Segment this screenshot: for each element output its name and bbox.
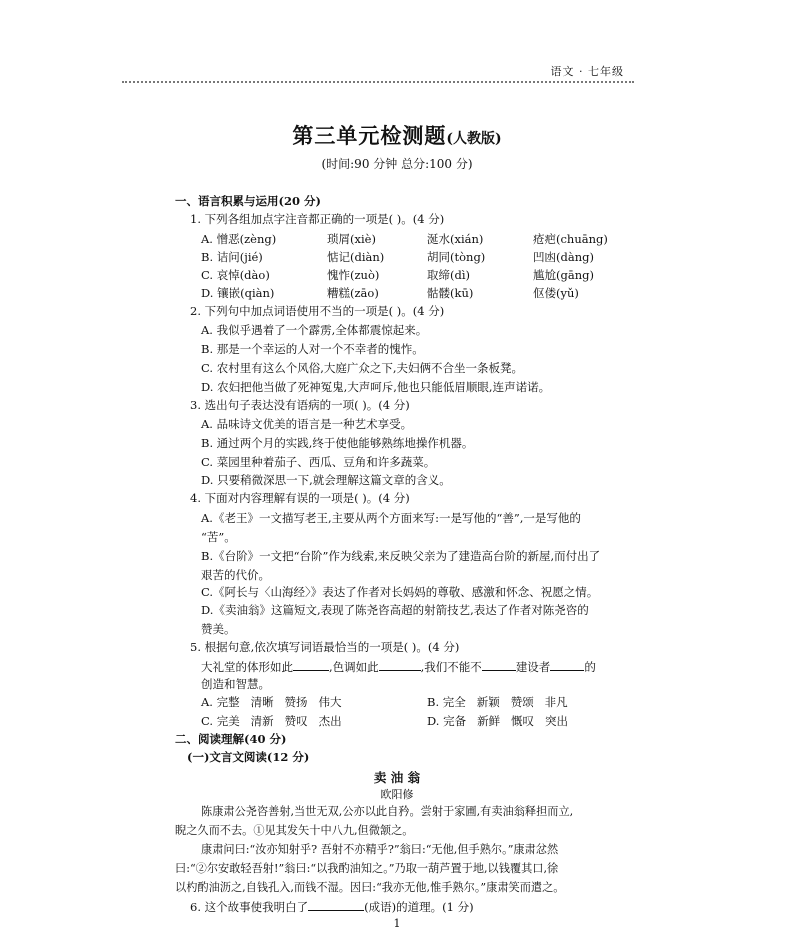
option-cell: 尴尬(gāng) — [533, 268, 594, 282]
question-6 — [190, 898, 474, 915]
sentence-part: ,色调如此 — [329, 660, 379, 674]
option-line: 赞美。 — [201, 622, 236, 636]
header-subject: 语文 · 七年级 — [550, 65, 624, 78]
subsection-heading: (一)文言文阅读(12 分) — [187, 750, 310, 764]
question-1-stem: 1. 下列各组加点字注音都正确的一项是( )。(4 分) — [190, 212, 445, 226]
option-line: D. 完备 新鲜 慨叹 突出 — [427, 714, 569, 728]
option-line: D.《卖油翁》这篇短文,表现了陈尧咨高超的射箭技艺,表达了作者对陈尧咨的 — [201, 603, 589, 617]
option-cell: 骷髅(kū) — [427, 286, 474, 300]
option-line: C.《阿长与〈山海经〉》表达了作者对长妈妈的尊敬、感激和怀念、祝愿之情。 — [201, 585, 599, 599]
question-6-pre: 6. 这个故事使我明白了 — [190, 900, 309, 914]
question-2-stem: 2. 下列句中加点词语使用不当的一项是( )。(4 分) — [190, 304, 445, 318]
option-cell: 惦记(diàn) — [327, 250, 385, 264]
option-cell: 愧怍(zuò) — [327, 268, 380, 282]
blank-field[interactable] — [293, 658, 329, 671]
fill-in-sentence — [201, 658, 596, 675]
passage-line: 以杓酌油沥之,自钱孔入,而钱不湿。因曰:“我亦无他,惟手熟尔。”康肃笑而遣之。 — [175, 881, 565, 894]
question-5-stem: 5. 根据句意,依次填写词语最恰当的一项是( )。(4 分) — [190, 640, 460, 654]
passage-line: 曰:“②尔安敢轻吾射!”翁曰:“以我酌油知之。”乃取一葫芦置于地,以钱覆其口,徐 — [175, 862, 559, 875]
option-line: A.《老王》一文描写老王,主要从两个方面来写:一是写他的“善”,一是写他的 — [201, 511, 581, 525]
blank-field[interactable] — [550, 658, 584, 671]
option-line: C. 菜园里种着茄子、西瓜、豆角和许多蔬菜。 — [201, 455, 436, 469]
blank-field[interactable] — [379, 658, 421, 671]
section-heading: 一、语言积累与运用(20 分) — [175, 194, 321, 208]
sentence-continuation: 创造和智慧。 — [201, 677, 270, 691]
question-6-post: (成语)的道理。(1 分) — [364, 900, 474, 914]
passage-line: 睨之久而不去。①见其发矢十中八九,但微颔之。 — [175, 824, 414, 837]
option-line: B.《台阶》一文把“台阶”作为线索,来反映父亲为了建造高台阶的新屋,而付出了 — [201, 549, 601, 563]
sentence-part: 建设者 — [515, 660, 551, 674]
option-cell: 取缔(dì) — [427, 268, 471, 282]
option-cell: C. 哀悼(dào) — [201, 268, 270, 282]
option-cell: 涎水(xián) — [427, 232, 484, 246]
option-line: A. 我似乎遇着了一个霹雳,全体都震惊起来。 — [201, 323, 428, 337]
option-line: B. 那是一个幸运的人对一个不幸者的愧怍。 — [201, 342, 424, 356]
option-cell: 琐屑(xiè) — [327, 232, 376, 246]
sentence-part: 的 — [584, 660, 596, 674]
section-heading: 二、阅读理解(40 分) — [175, 732, 287, 746]
option-line: D. 只要稍微深思一下,就会理解这篇文章的含义。 — [201, 473, 451, 487]
page-number: 1 — [393, 917, 401, 930]
option-cell: 疮疤(chuāng) — [533, 232, 608, 246]
option-cell: 凹凼(dàng) — [533, 250, 594, 264]
option-line: B. 通过两个月的实践,终于使他能够熟练地操作机器。 — [201, 436, 474, 450]
sentence-part: 大礼堂的体形如此 — [201, 660, 293, 674]
title-edition: (人教版) — [446, 131, 502, 147]
option-cell: 糟糕(zāo) — [327, 286, 379, 300]
header-divider — [122, 81, 634, 83]
option-line: B. 完全 新颖 赞颂 非凡 — [427, 695, 568, 709]
blank-field[interactable] — [482, 658, 516, 671]
question-3-stem: 3. 选出句子表达没有语病的一项( )。(4 分) — [190, 398, 410, 412]
title-subtitle: (时间:90 分钟 总分:100 分) — [321, 157, 473, 171]
option-line: A. 完整 清晰 赞扬 伟大 — [201, 695, 342, 709]
option-cell: B. 诘问(jié) — [201, 250, 263, 264]
option-cell: A. 憎恶(zèng) — [201, 232, 277, 246]
title-main: 第三单元检测题 — [292, 124, 447, 148]
passage-line: 陈康肃公尧咨善射,当世无双,公亦以此自矜。尝射于家圃,有卖油翁释担而立, — [201, 805, 574, 818]
option-line: “苦”。 — [201, 530, 236, 544]
passage-title: 卖 油 翁 — [373, 770, 421, 785]
option-line: A. 品味诗文优美的语言是一种艺术享受。 — [201, 417, 413, 431]
passage-line: 康肃问曰:“汝亦知射乎? 吾射不亦精乎?”翁曰:“无他,但手熟尔。”康肃忿然 — [201, 843, 559, 856]
option-line: C. 农村里有这么个风俗,大庭广众之下,夫妇俩不合坐一条板凳。 — [201, 361, 524, 375]
option-line: C. 完美 清新 赞叹 杰出 — [201, 714, 342, 728]
option-line: D. 农妇把他当做了死神冤鬼,大声呵斥,他也只能低眉顺眼,连声诺诺。 — [201, 380, 551, 394]
blank-field[interactable] — [308, 898, 364, 911]
option-cell: 胡同(tòng) — [427, 250, 486, 264]
option-cell: D. 镶嵌(qiàn) — [201, 286, 275, 300]
option-cell: 伛偻(yǔ) — [533, 286, 579, 300]
sentence-part: ,我们不能不 — [420, 660, 482, 674]
passage-author: 欧阳修 — [380, 788, 414, 801]
question-4-stem: 4. 下面对内容理解有误的一项是( )。(4 分) — [190, 491, 410, 505]
page-title — [0, 120, 794, 150]
option-line: 艰苦的代价。 — [201, 568, 270, 582]
